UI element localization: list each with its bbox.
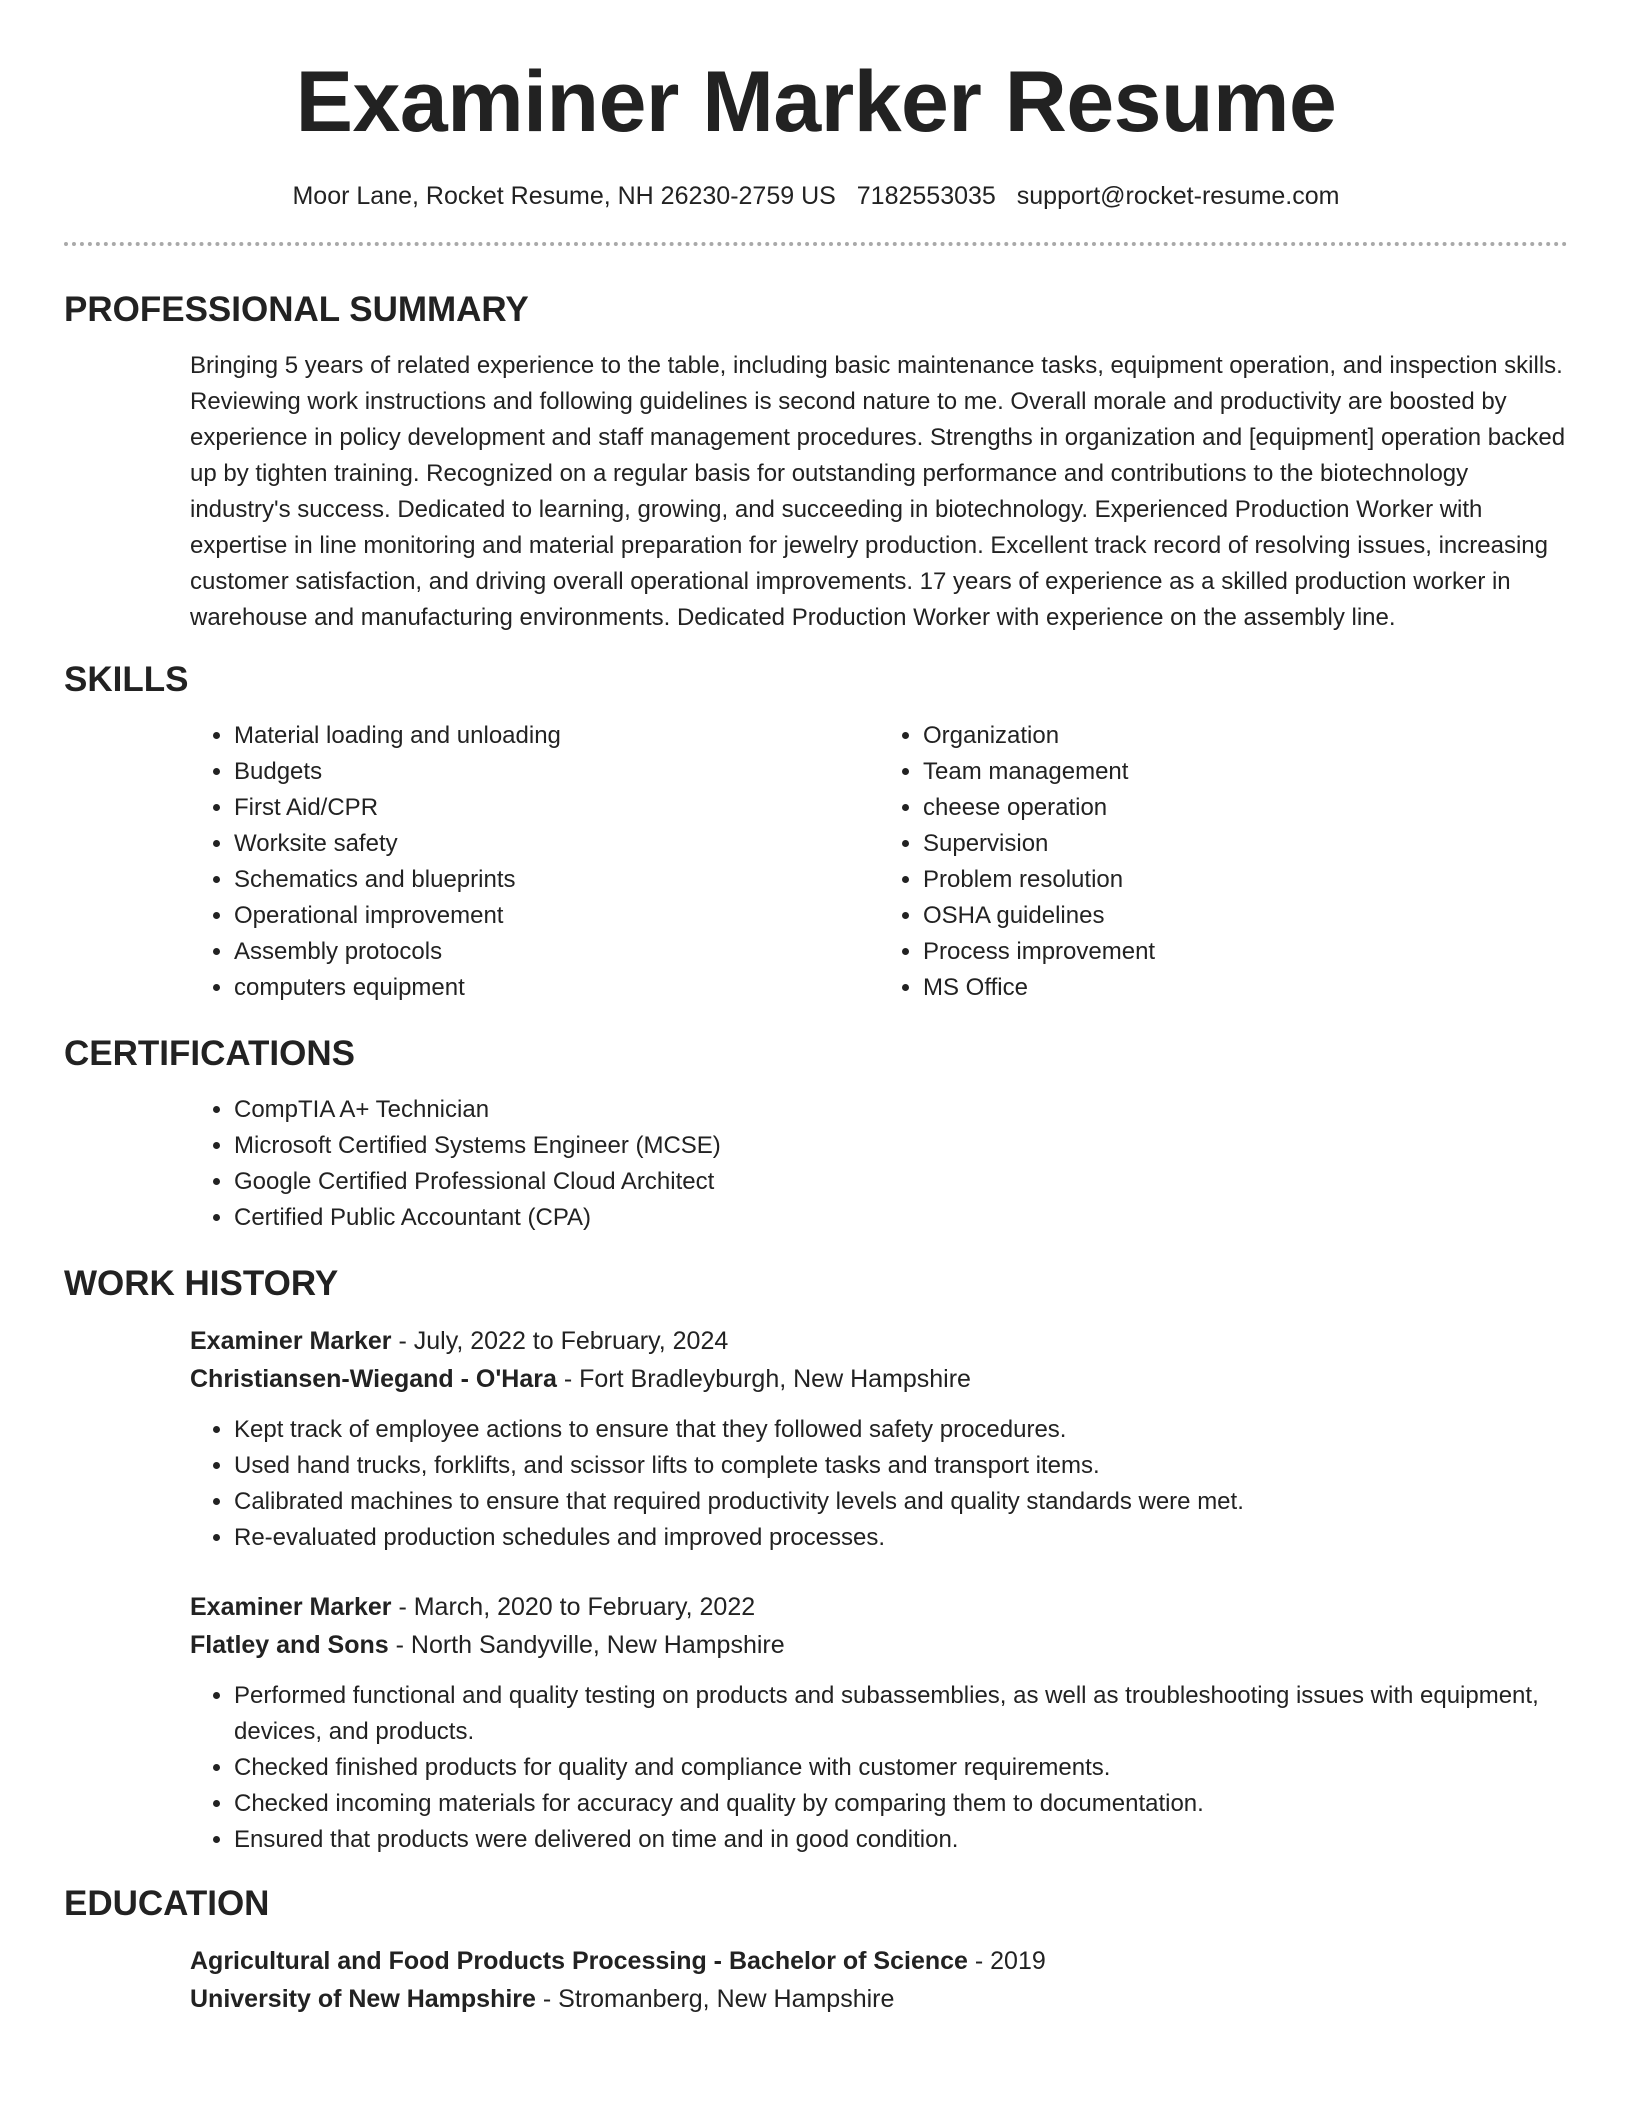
skill-item: • Organization — [923, 718, 1568, 754]
skills-column-right — [879, 718, 1568, 1006]
job-duty-item: • Performed functional and quality testing on products and subassemblies, as well as troubleshooting issues with equipment, devices, and products. — [234, 1678, 1568, 1750]
job-duty-item: • Checked incoming materials for accuracy and quality by comparing them to documentation. — [234, 1786, 1568, 1822]
job-company-line — [190, 1360, 1568, 1398]
job-company: Christiansen-Wiegand - O'Hara — [190, 1365, 557, 1393]
skill-item: • Operational improvement — [234, 898, 879, 934]
header-divider — [64, 242, 1568, 246]
job-duty-item: • Re-evaluated production schedules and improved processes. — [234, 1520, 1568, 1556]
education-location: - Stromanberg, New Hampshire — [535, 1985, 895, 2013]
skill-item: • Budgets — [234, 754, 879, 790]
skill-item: • Schematics and blueprints — [234, 862, 879, 898]
job-duties — [190, 1412, 1568, 1556]
certification-item: • Certified Public Accountant (CPA) — [234, 1200, 1568, 1236]
work-history-section — [64, 1262, 1568, 1858]
job-location: - Fort Bradleyburgh, New Hampshire — [556, 1365, 971, 1393]
certification-item: • CompTIA A+ Technician — [234, 1092, 1568, 1128]
contact-email: support@rocket-resume.com — [1016, 182, 1340, 210]
education-school-line — [190, 1980, 1568, 2018]
certifications-list — [190, 1092, 1568, 1236]
skill-item: • OSHA guidelines — [923, 898, 1568, 934]
job-duty-item: • Checked finished products for quality and compliance with customer requirements. — [234, 1750, 1568, 1786]
education-degree-line — [190, 1942, 1568, 1980]
education-section — [64, 1882, 1568, 2018]
job-company: Flatley and Sons — [190, 1631, 389, 1659]
skill-item: • Worksite safety — [234, 826, 879, 862]
contact-line — [64, 180, 1568, 212]
job-duty-item: • Ensured that products were delivered on time and in good condition. — [234, 1822, 1568, 1858]
education-school: University of New Hampshire — [190, 1985, 536, 2013]
skill-item: • First Aid/CPR — [234, 790, 879, 826]
education-degree: Agricultural and Food Products Processing - Bachelor of Science — [190, 1947, 968, 1975]
education-year: - 2019 — [967, 1947, 1046, 1975]
summary-section — [64, 288, 1568, 636]
summary-text: Bringing 5 years of related experience to the table, including basic maintenance tasks, equipment operation, and inspection skills. Reviewing work instructions and following guidelines is second nature to me. Overall morale and productivity are boosted by experience in policy development and staff management procedures. Strengths in organization and [equipment] operation backed up by tighten training. Recognized on a regular basis for outstanding performance and contributions to the biotechnology industry's success. Dedicated to learning, growing, and succeeding in biotechnology. Experienced Production Worker with expertise in line monitoring and material preparation for jewelry production. Excellent track record of resolving issues, increasing customer satisfaction, and driving overall operational improvements. 17 years of experience as a skilled production worker in warehouse and manufacturing environments. Dedicated Production Worker with experience on the assembly line. — [190, 352, 1566, 631]
job-title: Examiner Marker — [190, 1327, 392, 1355]
education-heading: EDUCATION — [64, 1884, 270, 1923]
job-duty-item: • Used hand trucks, forklifts, and scissor lifts to complete tasks and transport items. — [234, 1448, 1568, 1484]
job-duties — [190, 1678, 1568, 1858]
job-duty-item: • Calibrated machines to ensure that required productivity levels and quality standards were met. — [234, 1484, 1568, 1520]
job-dates: - March, 2020 to February, 2022 — [391, 1593, 756, 1621]
job-duty-item: • Kept track of employee actions to ensure that they followed safety procedures. — [234, 1412, 1568, 1448]
work-history-heading: WORK HISTORY — [64, 1264, 339, 1303]
job-entry — [64, 1588, 1568, 1858]
certifications-section — [64, 1032, 1568, 1236]
skill-item: • Assembly protocols — [234, 934, 879, 970]
certification-item: • Google Certified Professional Cloud Architect — [234, 1164, 1568, 1200]
skills-list — [190, 718, 1568, 1006]
skill-item: • Supervision — [923, 826, 1568, 862]
skill-item: • Problem resolution — [923, 862, 1568, 898]
contact-phone: 7182553035 — [856, 182, 996, 210]
job-entry — [64, 1322, 1568, 1556]
skills-column-left — [190, 718, 879, 1006]
job-location: - North Sandyville, New Hampshire — [388, 1631, 785, 1659]
certifications-heading: CERTIFICATIONS — [64, 1034, 356, 1073]
page-title: Examiner Marker Resume — [295, 54, 1337, 150]
skill-item: • computers equipment — [234, 970, 879, 1006]
skill-item: • MS Office — [923, 970, 1568, 1006]
skills-heading: SKILLS — [64, 660, 189, 699]
skills-section — [64, 658, 1568, 1006]
contact-address: Moor Lane, Rocket Resume, NH 26230-2759 US — [292, 182, 836, 210]
summary-heading: PROFESSIONAL SUMMARY — [64, 290, 529, 329]
job-title-line — [190, 1588, 1568, 1626]
job-company-line — [190, 1626, 1568, 1664]
job-dates: - July, 2022 to February, 2024 — [391, 1327, 729, 1355]
skill-item: • Material loading and unloading — [234, 718, 879, 754]
job-title: Examiner Marker — [190, 1593, 392, 1621]
skill-item: • Process improvement — [923, 934, 1568, 970]
job-title-line — [190, 1322, 1568, 1360]
certification-item: • Microsoft Certified Systems Engineer (MCSE) — [234, 1128, 1568, 1164]
skill-item: • cheese operation — [923, 790, 1568, 826]
skill-item: • Team management — [923, 754, 1568, 790]
